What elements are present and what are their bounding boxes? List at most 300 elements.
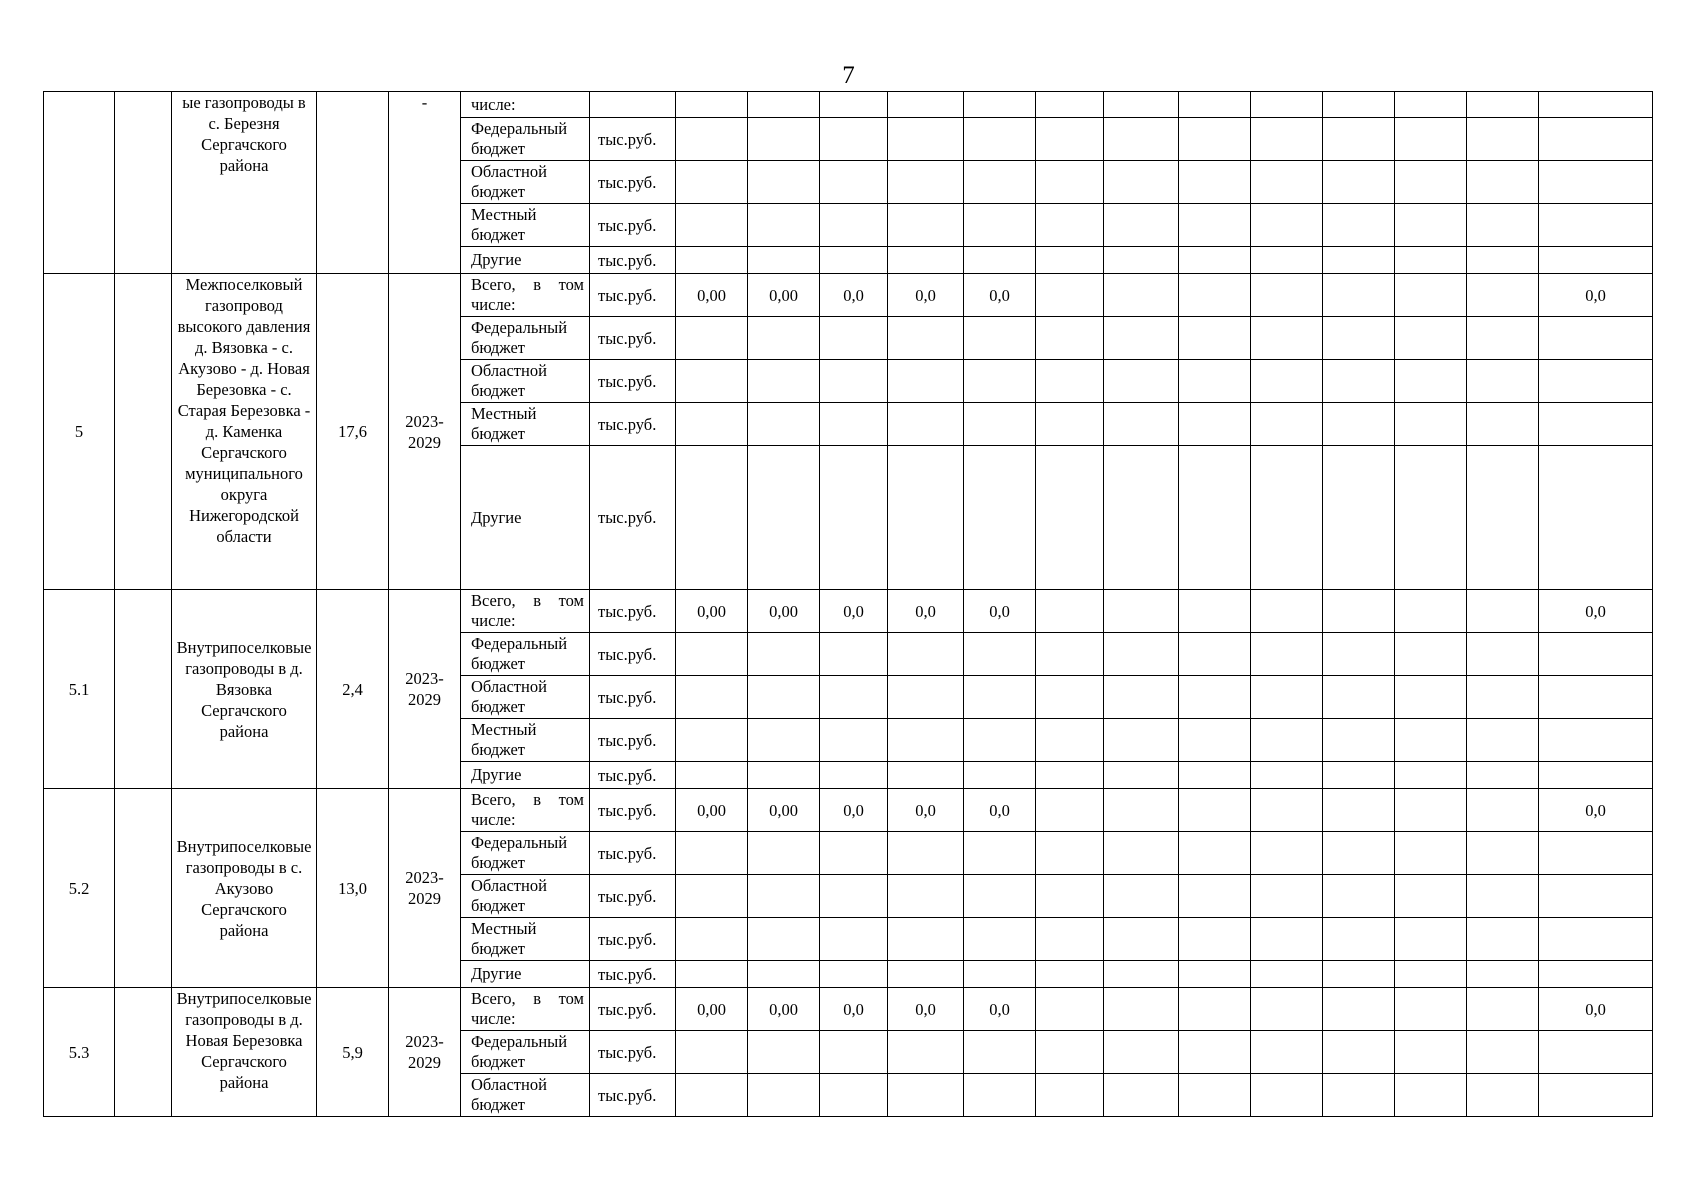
funding-source-cell: Другие: [461, 762, 590, 789]
value-cell: 0,0: [964, 274, 1036, 317]
value-cell: [1539, 118, 1653, 161]
value-cell: 0,0: [964, 590, 1036, 633]
value-cell: [1251, 92, 1323, 118]
value-cell: [964, 633, 1036, 676]
value-cell: [1467, 1074, 1539, 1117]
value-cell: [1179, 762, 1251, 789]
value-cell: [1395, 317, 1467, 360]
value-cell: [1323, 360, 1395, 403]
value-cell: [1395, 590, 1467, 633]
value-cell: [964, 918, 1036, 961]
object-name-cell: Межпоселковый газопровод высокого давления д. Вязовка - с. Акузово - д. Новая Березовка - с. Старая Березовка - д. Каменка Сергачского муниципального округа Нижегородской области: [172, 274, 317, 590]
value-cell: [1179, 676, 1251, 719]
value-cell: [964, 446, 1036, 590]
value-cell: 0,0: [964, 988, 1036, 1031]
value-cell: [1323, 118, 1395, 161]
value-cell: [1036, 676, 1104, 719]
value-cell: [1036, 247, 1104, 274]
length-km-cell: 5,9: [317, 988, 389, 1117]
funding-source-cell: Федеральный бюджет: [461, 118, 590, 161]
value-cell: [1395, 832, 1467, 875]
value-cell: [1395, 633, 1467, 676]
value-cell: [1036, 918, 1104, 961]
value-cell: [1395, 274, 1467, 317]
value-cell: [1467, 274, 1539, 317]
value-cell: [888, 719, 964, 762]
period-cell: 2023-2029: [389, 988, 461, 1117]
value-cell: 0,00: [748, 988, 820, 1031]
value-cell: [1395, 360, 1467, 403]
value-cell: [1395, 204, 1467, 247]
value-cell: 0,0: [1539, 590, 1653, 633]
value-cell: [1251, 719, 1323, 762]
value-cell: [888, 161, 964, 204]
empty-cell: [115, 590, 172, 789]
value-cell: [964, 92, 1036, 118]
value-cell: [820, 762, 888, 789]
funding-source-cell: Всего, в том числе:: [461, 274, 590, 317]
value-cell: [1104, 161, 1179, 204]
value-cell: [1539, 360, 1653, 403]
value-cell: [964, 204, 1036, 247]
value-cell: 0,00: [748, 789, 820, 832]
value-cell: [676, 875, 748, 918]
value-cell: [1323, 719, 1395, 762]
funding-source-cell: Всего, в том числе:: [461, 988, 590, 1031]
unit-cell: тыс.руб.: [590, 719, 676, 762]
item-number-cell: 5.3: [44, 988, 115, 1117]
value-cell: [820, 403, 888, 446]
funding-source-cell: Федеральный бюджет: [461, 317, 590, 360]
value-cell: [964, 161, 1036, 204]
value-cell: [1104, 676, 1179, 719]
value-cell: [1179, 633, 1251, 676]
length-km-cell: [317, 92, 389, 274]
funding-source-cell: Областной бюджет: [461, 676, 590, 719]
value-cell: [1104, 762, 1179, 789]
value-cell: [1036, 274, 1104, 317]
value-cell: [1251, 676, 1323, 719]
value-cell: [1179, 988, 1251, 1031]
funding-source-cell: Местный бюджет: [461, 719, 590, 762]
funding-source-cell: числе:: [461, 92, 590, 118]
value-cell: [888, 92, 964, 118]
value-cell: [1467, 446, 1539, 590]
value-cell: [1251, 789, 1323, 832]
value-cell: [820, 676, 888, 719]
value-cell: [1036, 118, 1104, 161]
value-cell: [1104, 875, 1179, 918]
empty-cell: [115, 789, 172, 988]
value-cell: [676, 832, 748, 875]
value-cell: 0,0: [820, 274, 888, 317]
unit-cell: тыс.руб.: [590, 633, 676, 676]
value-cell: [1395, 161, 1467, 204]
value-cell: [1104, 789, 1179, 832]
value-cell: [676, 247, 748, 274]
value-cell: [1179, 590, 1251, 633]
value-cell: [1323, 403, 1395, 446]
value-cell: [748, 832, 820, 875]
value-cell: [1036, 988, 1104, 1031]
period-cell: 2023-2029: [389, 274, 461, 590]
value-cell: [1395, 918, 1467, 961]
value-cell: [1539, 633, 1653, 676]
value-cell: [820, 1031, 888, 1074]
value-cell: [1323, 918, 1395, 961]
value-cell: [1251, 875, 1323, 918]
value-cell: [1179, 832, 1251, 875]
value-cell: [1395, 403, 1467, 446]
unit-cell: тыс.руб.: [590, 1031, 676, 1074]
value-cell: [888, 1074, 964, 1117]
value-cell: [1251, 832, 1323, 875]
value-cell: [748, 1074, 820, 1117]
value-cell: [1179, 875, 1251, 918]
value-cell: [1036, 789, 1104, 832]
value-cell: [1395, 762, 1467, 789]
value-cell: [964, 360, 1036, 403]
value-cell: [1179, 247, 1251, 274]
table-row: [44, 274, 1653, 317]
unit-cell: тыс.руб.: [590, 762, 676, 789]
value-cell: [1036, 633, 1104, 676]
value-cell: 0,00: [676, 274, 748, 317]
funding-source-cell: Областной бюджет: [461, 360, 590, 403]
value-cell: [1323, 247, 1395, 274]
value-cell: 0,00: [748, 590, 820, 633]
value-cell: [1467, 92, 1539, 118]
value-cell: [676, 633, 748, 676]
value-cell: [1179, 92, 1251, 118]
value-cell: [1467, 832, 1539, 875]
unit-cell: тыс.руб.: [590, 274, 676, 317]
value-cell: [820, 633, 888, 676]
value-cell: [1539, 92, 1653, 118]
value-cell: [1323, 204, 1395, 247]
period-cell: -: [389, 92, 461, 274]
value-cell: 0,00: [748, 274, 820, 317]
value-cell: [748, 875, 820, 918]
value-cell: [1395, 961, 1467, 988]
value-cell: [1104, 633, 1179, 676]
value-cell: [820, 247, 888, 274]
unit-cell: [590, 92, 676, 118]
value-cell: [1179, 918, 1251, 961]
value-cell: [820, 360, 888, 403]
value-cell: [676, 403, 748, 446]
funding-source-cell: Местный бюджет: [461, 918, 590, 961]
unit-cell: тыс.руб.: [590, 875, 676, 918]
value-cell: [1036, 317, 1104, 360]
value-cell: [964, 676, 1036, 719]
value-cell: [1104, 590, 1179, 633]
funding-source-cell: Другие: [461, 446, 590, 590]
value-cell: [964, 1031, 1036, 1074]
funding-source-cell: Федеральный бюджет: [461, 633, 590, 676]
value-cell: [820, 875, 888, 918]
value-cell: [676, 961, 748, 988]
unit-cell: тыс.руб.: [590, 317, 676, 360]
unit-cell: тыс.руб.: [590, 1074, 676, 1117]
value-cell: [1395, 118, 1467, 161]
value-cell: [1323, 961, 1395, 988]
value-cell: [1539, 918, 1653, 961]
value-cell: [1104, 204, 1179, 247]
value-cell: [820, 832, 888, 875]
value-cell: [1251, 274, 1323, 317]
value-cell: [964, 118, 1036, 161]
value-cell: [1467, 719, 1539, 762]
value-cell: [1395, 92, 1467, 118]
value-cell: [1251, 918, 1323, 961]
value-cell: [1467, 204, 1539, 247]
value-cell: [888, 204, 964, 247]
value-cell: [1395, 875, 1467, 918]
value-cell: 0,0: [1539, 988, 1653, 1031]
value-cell: [1395, 1074, 1467, 1117]
value-cell: [1467, 762, 1539, 789]
value-cell: [1323, 1031, 1395, 1074]
unit-cell: тыс.руб.: [590, 961, 676, 988]
value-cell: [1179, 161, 1251, 204]
value-cell: [676, 762, 748, 789]
value-cell: [1323, 633, 1395, 676]
value-cell: [1179, 789, 1251, 832]
value-cell: [1395, 446, 1467, 590]
item-number-cell: 5: [44, 274, 115, 590]
page-number: 7: [842, 62, 855, 89]
value-cell: [1179, 1074, 1251, 1117]
length-km-cell: 13,0: [317, 789, 389, 988]
value-cell: 0,0: [1539, 274, 1653, 317]
value-cell: [748, 633, 820, 676]
value-cell: [888, 633, 964, 676]
value-cell: [888, 961, 964, 988]
value-cell: [1036, 719, 1104, 762]
value-cell: [1036, 961, 1104, 988]
value-cell: [1104, 961, 1179, 988]
value-cell: [1467, 961, 1539, 988]
item-number-cell: 5.2: [44, 789, 115, 988]
funding-source-cell: Областной бюджет: [461, 161, 590, 204]
unit-cell: тыс.руб.: [590, 204, 676, 247]
value-cell: [1251, 247, 1323, 274]
value-cell: [1323, 317, 1395, 360]
unit-cell: тыс.руб.: [590, 161, 676, 204]
value-cell: [676, 676, 748, 719]
value-cell: [1036, 446, 1104, 590]
value-cell: [1323, 875, 1395, 918]
value-cell: [1036, 403, 1104, 446]
value-cell: 0,0: [1539, 789, 1653, 832]
value-cell: [1539, 446, 1653, 590]
value-cell: [1251, 961, 1323, 988]
object-name-cell: Внутрипоселковые газопроводы в с. Акузово Сергачского района: [172, 789, 317, 988]
value-cell: [1467, 789, 1539, 832]
value-cell: [1251, 118, 1323, 161]
value-cell: [1539, 719, 1653, 762]
funding-source-cell: Другие: [461, 247, 590, 274]
value-cell: [748, 204, 820, 247]
item-number-cell: [44, 92, 115, 274]
unit-cell: тыс.руб.: [590, 403, 676, 446]
value-cell: [1539, 247, 1653, 274]
value-cell: [1104, 247, 1179, 274]
unit-cell: тыс.руб.: [590, 789, 676, 832]
value-cell: [1467, 247, 1539, 274]
value-cell: [820, 317, 888, 360]
value-cell: [820, 92, 888, 118]
value-cell: [1539, 1031, 1653, 1074]
length-km-cell: 2,4: [317, 590, 389, 789]
value-cell: [1323, 274, 1395, 317]
value-cell: [748, 961, 820, 988]
value-cell: [1539, 832, 1653, 875]
gasification-program-table: [43, 91, 1653, 1117]
funding-source-cell: Местный бюджет: [461, 403, 590, 446]
value-cell: 0,0: [888, 988, 964, 1031]
value-cell: [1323, 832, 1395, 875]
empty-cell: [115, 274, 172, 590]
value-cell: [1323, 590, 1395, 633]
value-cell: [1104, 719, 1179, 762]
value-cell: [748, 118, 820, 161]
value-cell: [748, 247, 820, 274]
value-cell: [1467, 161, 1539, 204]
value-cell: [1467, 403, 1539, 446]
value-cell: [1036, 875, 1104, 918]
unit-cell: тыс.руб.: [590, 360, 676, 403]
value-cell: [1251, 762, 1323, 789]
value-cell: [820, 961, 888, 988]
value-cell: [1179, 961, 1251, 988]
value-cell: [676, 118, 748, 161]
value-cell: [1179, 719, 1251, 762]
value-cell: [1251, 1074, 1323, 1117]
value-cell: 0,0: [964, 789, 1036, 832]
value-cell: [676, 360, 748, 403]
value-cell: [1104, 1031, 1179, 1074]
value-cell: [1179, 118, 1251, 161]
value-cell: [1539, 762, 1653, 789]
value-cell: [1467, 1031, 1539, 1074]
value-cell: [676, 918, 748, 961]
value-cell: [1251, 317, 1323, 360]
value-cell: [1104, 1074, 1179, 1117]
value-cell: [1179, 403, 1251, 446]
value-cell: [1104, 403, 1179, 446]
value-cell: [888, 875, 964, 918]
value-cell: [1179, 360, 1251, 403]
value-cell: [820, 918, 888, 961]
value-cell: [1036, 92, 1104, 118]
value-cell: [748, 403, 820, 446]
value-cell: [964, 719, 1036, 762]
value-cell: [1036, 590, 1104, 633]
value-cell: [888, 446, 964, 590]
value-cell: [888, 118, 964, 161]
value-cell: [1251, 446, 1323, 590]
value-cell: [1323, 789, 1395, 832]
value-cell: [1395, 789, 1467, 832]
value-cell: [1251, 988, 1323, 1031]
object-name-cell: Внутрипоселковые газопроводы в д. Вязовка Сергачского района: [172, 590, 317, 789]
funding-source-cell: Местный бюджет: [461, 204, 590, 247]
value-cell: [748, 92, 820, 118]
value-cell: [748, 719, 820, 762]
value-cell: [1467, 590, 1539, 633]
value-cell: [1395, 988, 1467, 1031]
unit-cell: тыс.руб.: [590, 676, 676, 719]
value-cell: 0,0: [888, 590, 964, 633]
value-cell: [1251, 1031, 1323, 1074]
value-cell: [1467, 988, 1539, 1031]
value-cell: [1323, 676, 1395, 719]
value-cell: [888, 832, 964, 875]
value-cell: [1036, 360, 1104, 403]
value-cell: [964, 1074, 1036, 1117]
value-cell: [1104, 274, 1179, 317]
funding-source-cell: Федеральный бюджет: [461, 832, 590, 875]
value-cell: [964, 762, 1036, 789]
value-cell: [1251, 161, 1323, 204]
value-cell: [888, 403, 964, 446]
value-cell: [748, 360, 820, 403]
unit-cell: тыс.руб.: [590, 988, 676, 1031]
value-cell: [820, 204, 888, 247]
value-cell: 0,00: [676, 590, 748, 633]
table-row: [44, 590, 1653, 633]
value-cell: [1036, 762, 1104, 789]
funding-source-cell: Другие: [461, 961, 590, 988]
value-cell: [888, 676, 964, 719]
value-cell: [1179, 274, 1251, 317]
value-cell: [1251, 633, 1323, 676]
value-cell: [888, 918, 964, 961]
value-cell: [964, 832, 1036, 875]
value-cell: [820, 118, 888, 161]
value-cell: [1179, 446, 1251, 590]
empty-cell: [115, 92, 172, 274]
value-cell: [1539, 161, 1653, 204]
value-cell: [748, 161, 820, 204]
value-cell: [964, 247, 1036, 274]
value-cell: [964, 403, 1036, 446]
unit-cell: тыс.руб.: [590, 446, 676, 590]
value-cell: [888, 360, 964, 403]
value-cell: [676, 92, 748, 118]
value-cell: [1539, 204, 1653, 247]
value-cell: [820, 1074, 888, 1117]
funding-source-cell: Федеральный бюджет: [461, 1031, 590, 1074]
value-cell: [964, 961, 1036, 988]
value-cell: [1104, 446, 1179, 590]
funding-source-cell: Всего, в том числе:: [461, 789, 590, 832]
length-km-cell: 17,6: [317, 274, 389, 590]
unit-cell: тыс.руб.: [590, 247, 676, 274]
value-cell: [1323, 446, 1395, 590]
value-cell: [1539, 961, 1653, 988]
value-cell: [888, 762, 964, 789]
period-cell: 2023-2029: [389, 590, 461, 789]
value-cell: [1395, 247, 1467, 274]
value-cell: [676, 204, 748, 247]
value-cell: 0,0: [888, 789, 964, 832]
value-cell: [748, 317, 820, 360]
value-cell: [888, 1031, 964, 1074]
value-cell: [964, 875, 1036, 918]
